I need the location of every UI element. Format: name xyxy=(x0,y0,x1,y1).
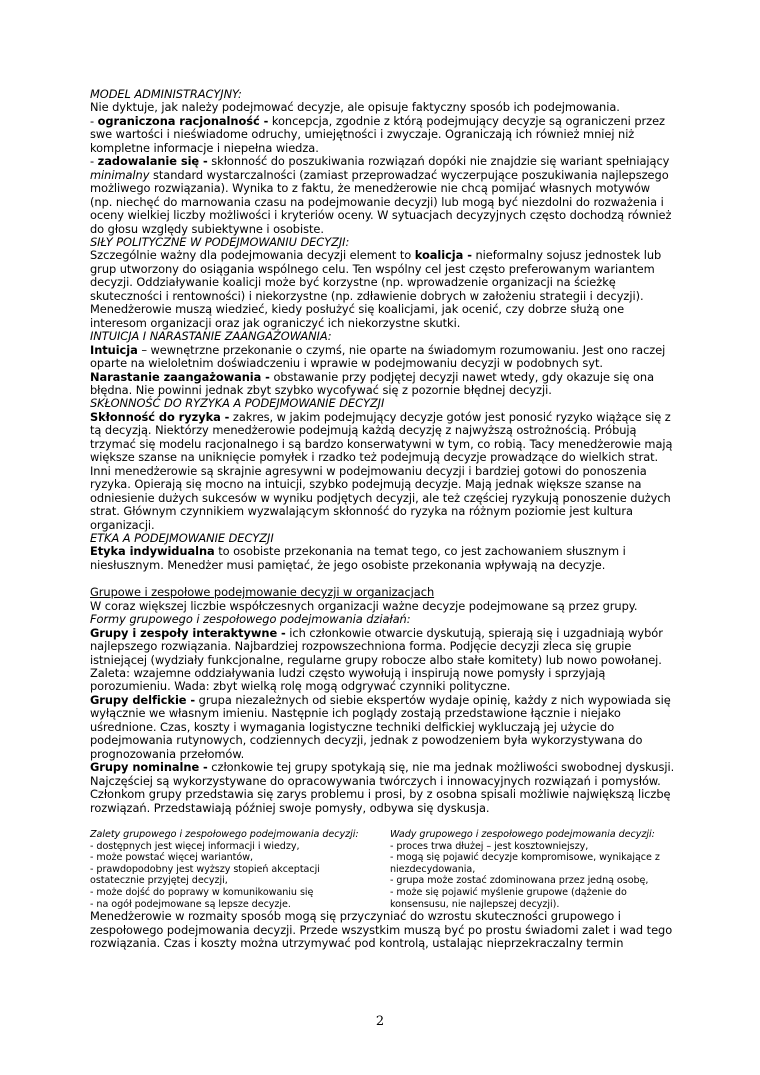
escalation-term: Narastanie zaangażowania - xyxy=(90,369,270,384)
coalition-term: koalicja - xyxy=(414,248,472,263)
nominal-groups-term: Grupy nominalne - xyxy=(90,760,208,775)
satisficing-paragraph: - zadowalanie się - skłonność do poszukiwania rozwiązań dopóki nie znajdzie się wariant spełniający minimalny standard wystarczalności (zamiast przeprowadzać wyczerpujące poszukiwania najlepszego możliwego rozwiązania). Wynika to z faktu, że menedżerowie nie chcą pomijać własnych motywów (np. niechęć do marnowania czasu na podejmowanie decyzji) lub mogą być niezdolni do rozważenia i oceny wielkiej liczby możliwości i kryteriów oceny. W sytuacjach decyzyjnych często dochodzą również do głosu względy subiektywne i osobiste. xyxy=(90,154,672,236)
document-page xyxy=(90,88,675,951)
list-item: - dostępnych jest więcej informacji i wiedzy, xyxy=(90,840,300,852)
admin-model-intro: Nie dyktuje, jak należy podejmować decyzje, ale opisuje faktyczny sposób ich podejmowania. xyxy=(90,100,620,115)
list-item: - proces trwa dłużej – jest kosztowniejszy, xyxy=(390,840,589,852)
pros-cons-columns xyxy=(90,829,675,910)
list-item: - mogą się pojawić decyzje kompromisowe, wynikające z niezdecydowania, xyxy=(390,852,660,875)
section-gap xyxy=(90,572,675,586)
group-decision-heading: Grupowe i zespołowe podejmowanie decyzji w organizacjach xyxy=(90,585,435,600)
nominal-groups-text: członkowie tej grupy spotykają się, nie ma jednak możliwości swobodnej dyskusji. Najczęściej są wykorzystywane do opracowywania twórczych i innowacyjnych rozwiązań i pomysłów. Członkom grupy przedstawia się zarys problemu i prosi, by z osobna spisali możliwie największą liczbę rozwiązań. Przedstawiają później swoje pomysły, odbywa się dyskusja. xyxy=(90,760,675,815)
interactive-groups-term: Grupy i zespoły interaktywne - xyxy=(90,625,286,640)
list-item: - prawdopodobny jest wyższy stopień akceptacji ostatecznie przyjętej decyzji, xyxy=(90,863,320,887)
list-item: - może się pojawić myślenie grupowe (dążenie do konsensusu, nie najlepszej decyzji). xyxy=(390,886,627,910)
satisficing-emphasis: minimalny xyxy=(90,167,150,182)
admin-model-heading: MODEL ADMINISTRACYJNY: xyxy=(90,87,242,101)
pros-column xyxy=(90,829,375,910)
intuition-paragraph xyxy=(90,344,675,371)
list-item: - może dojść do poprawy w komunikowaniu się xyxy=(90,886,314,898)
group-decision-intro: W coraz większej liczbie współczesnych organizacji ważne decyzje podejmowane są przez grupy. xyxy=(90,598,638,613)
list-item: - na ogół podejmowane są lepsze decyzje. xyxy=(90,898,291,910)
delphi-groups-paragraph xyxy=(90,694,675,761)
cons-column xyxy=(390,829,675,910)
satisficing-term: zadowalanie się - xyxy=(97,154,208,169)
bounded-rationality-paragraph: - ograniczona racjonalność - koncepcja, zgodnie z którą podejmujący decyzje są ograniczeni przez swe wartości i nieświadome odruchy, umiejętności i zwyczaje. Ograniczają ich również mniej niż kompletne informacje i niepełna wiedza. xyxy=(90,113,665,155)
bounded-rationality-text: koncepcja, zgodnie z którą podejmujący decyzje są ograniczeni przez swe wartości i nieświadome odruchy, umiejętności i zwyczaje. Ograniczają ich również mniej niż kompletne informacje i niepełna wiedza. xyxy=(90,113,665,155)
risk-text: zakres, w jakim podejmujący decyzje gotów jest ponosić ryzyko wiążące się z tą decyzją. Niektórzy menedżerowie podejmują każdą decyzję z najwyższą ostrożnością. Próbują trzymać się modelu racjonalnego i są bardzo konserwatywni w tym, co robią. Tacy menedżerowie mają większe szanse na uniknięcie pomyłek i rzadko też podejmują decyzje prowadzące do wielkich strat. Inni menedżerowie są skrajnie agresywni w podejmowaniu decyzji i bardziej gotowi do ponoszenia ryzyka. Opierają się mocno na intuicji, szybko podejmują decyzje. Mają jednak większe szanse na odniesienie dużych sukcesów w wyniku podjętych decyzji, ale też częściej ryzykują ponoszenie dużych strat. Głównym czynnikiem wyzwalającym skłonność do ryzyka na różnym poziomie jest kultura organizacji. xyxy=(90,409,673,532)
risk-heading: SKŁONNOŚĆ DO RYZYKA A PODEJMOWANIE DECYZJI xyxy=(90,396,385,411)
bounded-rationality-term: ograniczona racjonalność - xyxy=(97,113,269,128)
pros-heading: Zalety grupowego i zespołowego podejmowania decyzji: xyxy=(90,829,359,841)
ethics-paragraph xyxy=(90,545,675,572)
list-item: - może powstać więcej wariantów, xyxy=(90,852,254,864)
risk-paragraph xyxy=(90,411,675,532)
page-number: 2 xyxy=(375,1014,385,1029)
nominal-groups-paragraph xyxy=(90,761,675,815)
political-text-b: nieformalny sojusz jednostek lub grup utworzony do osiągania wspólnego celu. Ten wspólny cel jest często preferowanym wariantem decyzji. Oddziaływanie koalicji może być korzystne (np. wprowadzenie organizacji na ścieżkę skuteczności i rentowności) i niekorzystne (np. zdławienie dobrych w założeniu strategii i decyzji). Menedżerowie muszą wiedzieć, kiedy posłużyć się koalicjami, jak ocenić, czy dobrze służą one interesom organizacji oraz jak ograniczyć ich niekorzystne skutki. xyxy=(90,248,662,330)
intuition-heading: INTUICJA I NARASTANIE ZAANGAŻOWANIA: xyxy=(90,329,332,344)
delphi-groups-term: Grupy delfickie - xyxy=(90,692,196,707)
ethics-heading: ETKA A PODEJMOWANIE DECYZJI xyxy=(90,530,274,545)
political-forces-heading: SIŁY POLITYCZNE W PODEJMOWANIU DECYZJI: xyxy=(90,234,350,249)
cons-heading: Wady grupowego i zespołowego podejmowania decyzji: xyxy=(390,829,655,841)
escalation-paragraph xyxy=(90,371,675,398)
list-item: - grupa może zostać zdominowana przez jedną osobę, xyxy=(390,875,649,887)
ethics-text: to osobiste przekonania na temat tego, co jest zachowaniem słusznym i niesłusznym. Menedżer musi pamiętać, że jego osobiste przekonania wpływają na decyzje. xyxy=(90,544,626,572)
intuition-term: Intuicja xyxy=(90,342,138,357)
delphi-groups-text: grupa niezależnych od siebie ekspertów wydaje opinię, każdy z nich wypowiada się wyłącznie we własnym imieniu. Następnie ich poglądy zostają przedstawione łącznie i niejako uśrednione. Czas, koszty i wymagania logistyczne techniki delfickiej wykluczają jej użycie do podejmowania rutynowych, codziennych decyzji, jednak z powodzeniem była wykorzystywana do prognozowania przełomów. xyxy=(90,692,671,761)
intuition-text: – wewnętrzne przekonanie o czymś, nie oparte na świadomym rozumowaniu. Jest ono raczej oparte na wieloletnim doświadczeniu i wprawie w podejmowaniu decyzji w podobnych syt. xyxy=(90,342,666,371)
satisficing-text-a: skłonność do poszukiwania rozwiązań dopóki nie znajdzie się wariant spełniający xyxy=(211,154,670,169)
group-forms-heading: Formy grupowego i zespołowego podejmowania działań: xyxy=(90,612,411,627)
political-forces-paragraph xyxy=(90,249,675,330)
risk-term: Skłonność do ryzyka - xyxy=(90,409,230,424)
ethics-term: Etyka indywidualna xyxy=(90,544,215,559)
interactive-groups-text: ich członkowie otwarcie dyskutują, spierają się i uzgadniają wybór najlepszego rozwiązania. Najbardziej rozpowszechniona forma. Podjęcie decyzji zleca się grupie istniejącej (wydziały funkcjonalne, regularne grupy robocze albo stałe komitety) lub nowo powołanej. Zaleta: wzajemne oddziaływania ludzi często wywołują i inspirują nowe pomysły i sprzyjają porozumieniu. Wada: zbyt wielką rolę mogą odgrywać czynniki polityczne. xyxy=(90,625,663,694)
closing-paragraph: Menedżerowie w rozmaity sposób mogą się przyczyniać do wzrostu skuteczności grupowego i zespołowego podejmowania decyzji. Przede wszystkim muszą być po prostu świadomi zalet i wad tego rozwiązania. Czas i koszty można utrzymywać pod kontrolą, ustalając nieprzekraczalny termin xyxy=(90,909,673,951)
escalation-text: obstawanie przy podjętej decyzji nawet wtedy, gdy okazuje się ona błędna. Nie powinni jednak zbyt szybko wycofywać się z pozornie błędnej decyzji. xyxy=(90,369,655,397)
interactive-groups-paragraph xyxy=(90,627,675,694)
political-text-a: Szczególnie ważny dla podejmowania decyzji element to xyxy=(90,248,412,263)
satisficing-text-b: standard wystarczalności (zamiast przeprowadzać wyczerpujące poszukiwania najlepszego możliwego rozwiązania). Wynika to z faktu, że menedżerowie nie chcą pomijać własnych motywów (np. niechęć do marnowania czasu na podejmowanie decyzji) lub mogą być niezdolni do rozważenia i oceny wielkiej liczby możliwości i kryteriów oceny. W sytuacjach decyzyjnych często dochodzą również do głosu względy subiektywne i osobiste. xyxy=(90,167,672,236)
